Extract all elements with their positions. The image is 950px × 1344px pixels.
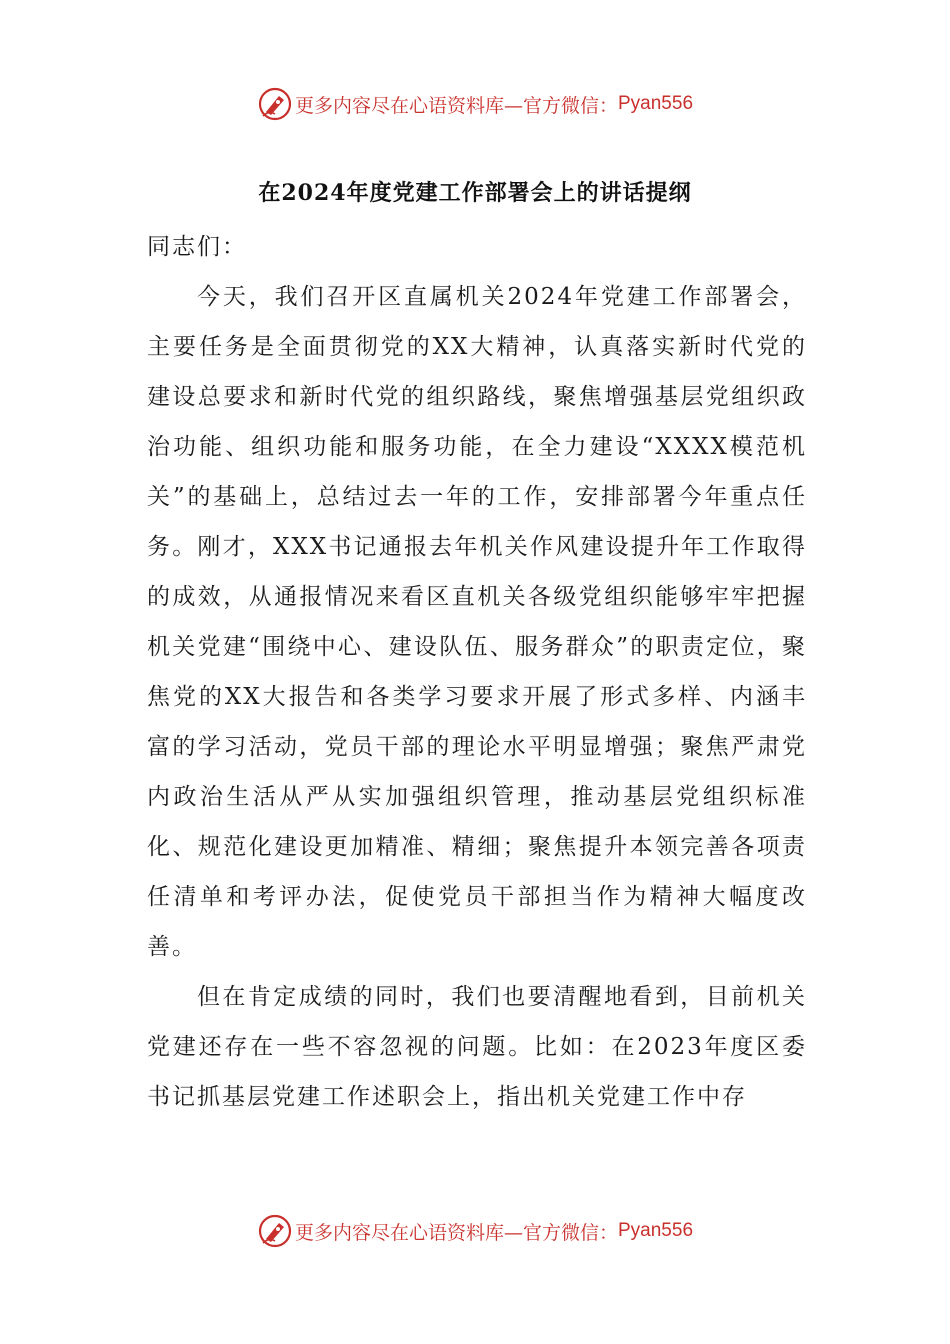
banner-text: 更多内容尽在心语资料库—官方微信：: [294, 94, 618, 117]
document-title: 在2024年度党建工作部署会上的讲话提纲: [258, 180, 692, 206]
paragraph: 但在肯定成绩的同时，我们也要清醒地看到，目前机关党建还存在一些不容忽视的问题。比如：在2023年度区委书记抓基层党建工作述职会上，指出机关党建工作中存: [147, 984, 807, 1110]
salutation: 同志们：: [147, 234, 247, 260]
header-banner: [0, 84, 950, 124]
document-body: [147, 222, 807, 1122]
footer-banner: [0, 1211, 950, 1251]
paragraph: 今天，我们召开区直属机关2024年党建工作部署会，主要任务是全面贯彻党的XX大精神，认真落实新时代党的建设总要求和新时代党的组织路线，聚焦增强基层党组织政治功能、组织功能和服务功能，在全力建设“XXXX模范机关”的基础上，总结过去一年的工作，安排部署今年重点任务。刚才，XXX书记通报去年机关作风建设提升年工作取得的成效，从通报情况来看区直机关各级党组织能够牢牢把握机关党建“围绕中心、建设队伍、服务群众”的职责定位，聚焦党的XX大报告和各类学习要求开展了形式多样、内涵丰富的学习活动，党员干部的理论水平明显增强；聚焦严肃党内政治生活从严从实加强组织管理，推动基层党组织标准化、规范化建设更加精准、精细；聚焦提升本领完善各项责任清单和考评办法，促使党员干部担当作为精神大幅度改善。: [147, 284, 807, 960]
wechat-id: Pyan556: [618, 93, 694, 114]
pen-nib-circle-icon: [257, 86, 293, 122]
wechat-id: Pyan556: [618, 1220, 694, 1241]
pen-nib-circle-icon: [257, 1213, 293, 1249]
banner-text: 更多内容尽在心语资料库—官方微信：: [294, 1221, 618, 1244]
